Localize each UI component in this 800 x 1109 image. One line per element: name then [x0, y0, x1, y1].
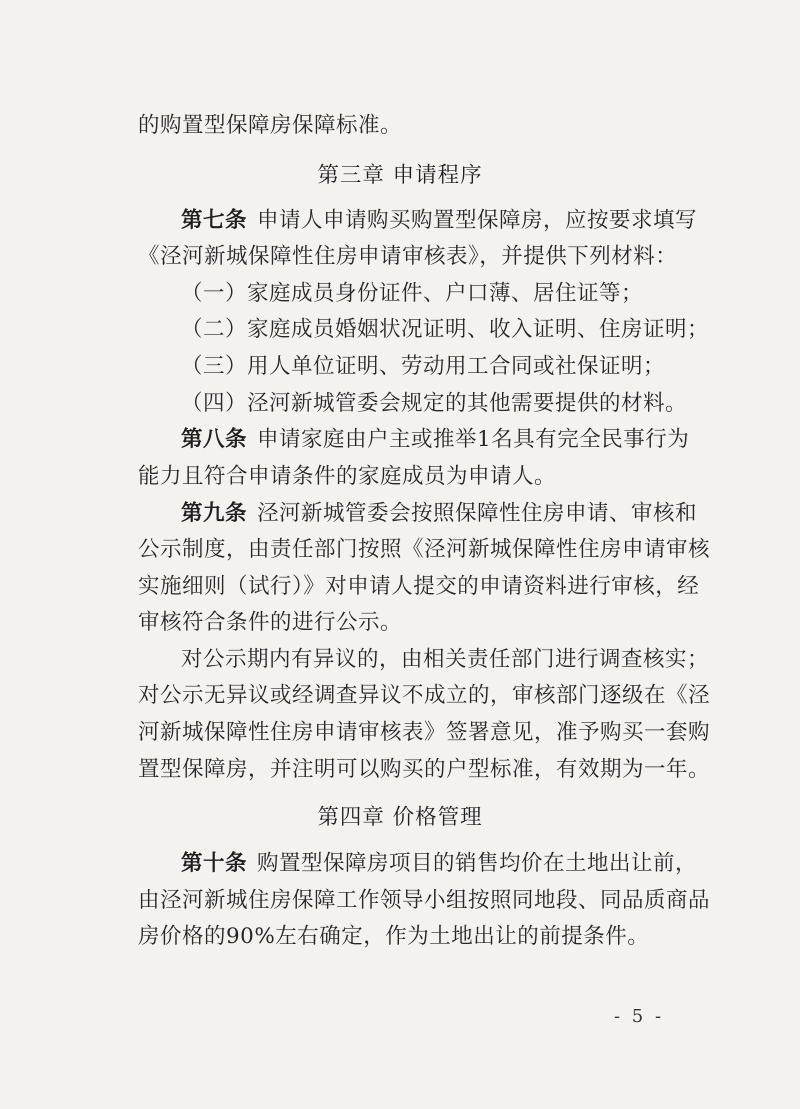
list-item-1: （一）家庭成员身份证件、户口薄、居住证等； [181, 281, 644, 306]
page-number: - 5 - [614, 1006, 665, 1027]
list-item-4: （四）泾河新城管委会规定的其他需要提供的材料。 [181, 391, 688, 416]
article-8-text-1: 申请家庭由户主或推举1名具有完全民事行为 [257, 427, 690, 452]
article-8-line-1 [181, 422, 690, 458]
article-9-line-1 [181, 496, 698, 532]
article-10-line-3: 房价格的90%左右确定，作为土地出让的前提条件。 [138, 924, 650, 949]
article-10-line-2: 由泾河新城住房保障工作领导小组按照同地段、同品质商品 [138, 888, 711, 913]
article-8-line-2: 能力且符合申请条件的家庭成员为申请人。 [138, 464, 557, 489]
objection-line-1: 对公示期内有异议的，由相关责任部门进行调查核实； [181, 647, 710, 672]
objection-line-2: 对公示无异议或经调查异议不成立的，审核部门逐级在《泾 [138, 683, 711, 708]
article-10-text-1: 购置型保障房项目的销售均价在土地出让前， [257, 851, 698, 876]
objection-line-3: 河新城保障性住房申请审核表》签署意见，准予购买一套购 [138, 720, 711, 745]
objection-line-4: 置型保障房，并注明可以购买的户型标准，有效期为一年。 [138, 757, 711, 782]
article-9-line-3: 实施细则（试行）》对申请人提交的申请资料进行审核，经 [138, 574, 700, 599]
chapter-3-title: 第三章 申请程序 [317, 163, 483, 188]
list-item-3: （三）用人单位证明、劳动用工合同或社保证明； [181, 354, 666, 379]
article-9-text-1: 泾河新城管委会按照保障性住房申请、审核和 [257, 501, 698, 526]
article-9-label: 第九条 [181, 501, 248, 526]
article-9-line-2: 公示制度，由责任部门按照《泾河新城保障性住房申请审核 [138, 537, 711, 562]
chapter-4-title: 第四章 价格管理 [317, 805, 483, 830]
article-10-label: 第十条 [181, 851, 248, 876]
list-item-2: （二）家庭成员婚姻状况证明、收入证明、住房证明； [181, 317, 710, 342]
article-7-label: 第七条 [181, 208, 248, 233]
article-7-line-1 [181, 203, 698, 239]
article-8-label: 第八条 [181, 427, 248, 452]
article-7-text-1: 申请人申请购买购置型保障房，应按要求填写 [257, 208, 698, 233]
article-7-line-2: 《泾河新城保障性住房申请审核表》，并提供下列材料： [138, 244, 678, 269]
intro-line: 的购置型保障房保障标准。 [138, 113, 403, 138]
article-9-line-4: 审核符合条件的进行公示。 [138, 610, 403, 635]
article-10-line-1 [181, 846, 698, 882]
